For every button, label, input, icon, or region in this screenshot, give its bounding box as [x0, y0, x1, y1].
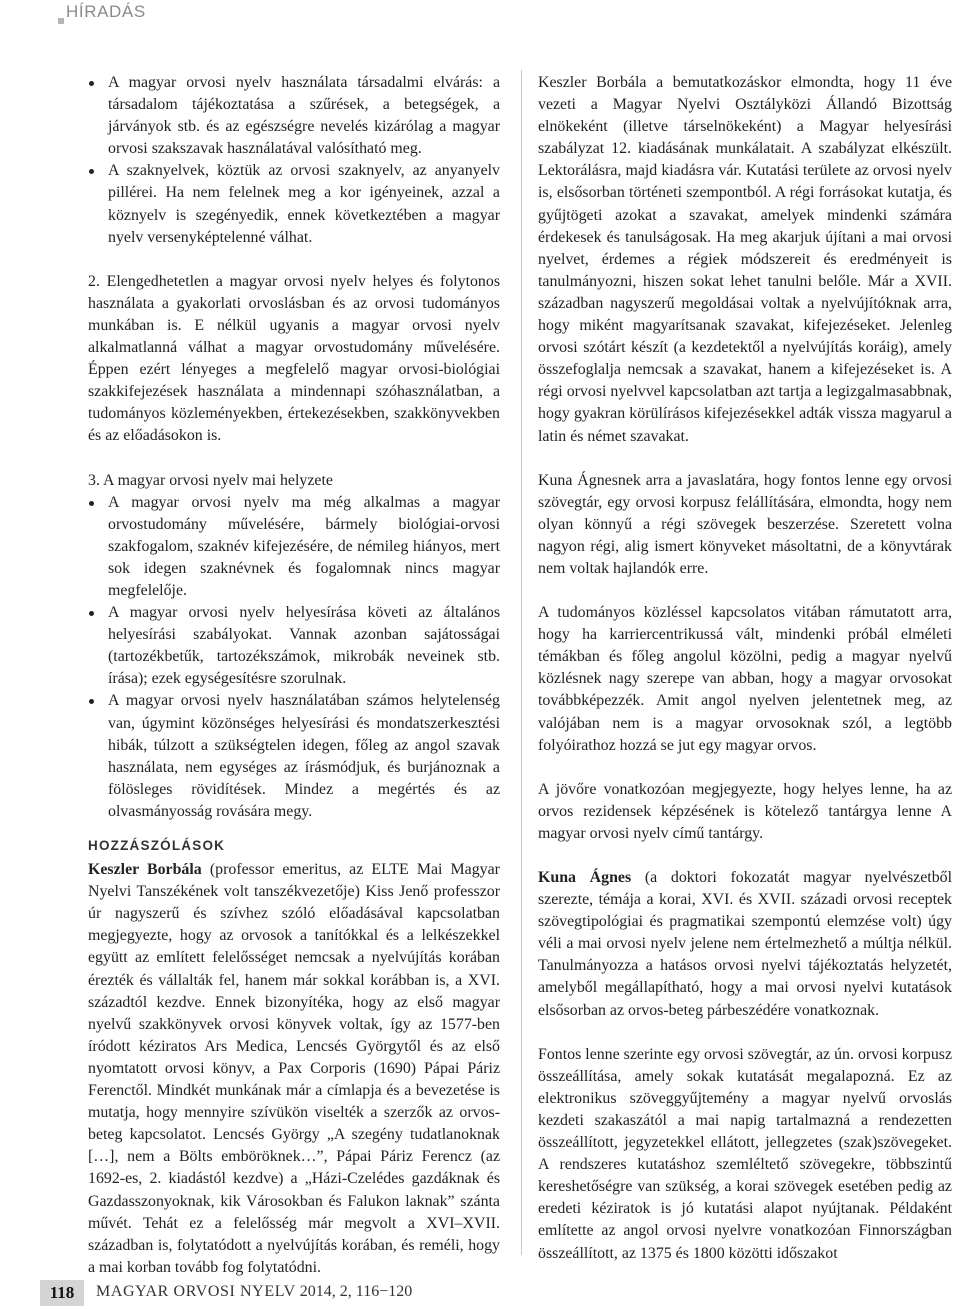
column-divider [521, 70, 522, 1255]
paragraph-2: 2. Elengedhetetlen a magyar orvosi nyelv helyes és folytonos használata a gyakorlati orvoslásban és az orvosi tudományos munkában is. E nélkül ugyanis a magyar orvosi nyelv alkalmatlanná válhat a magyar orvostudomány művelésére. Éppen ezért lényeges a megfelelő magyar orvosi-biológiai szakkifejezések használata a mindennapi szóhasználatban, a tudományos közleményekben, értekezésekben, szakkönyvekben és az előadásokon is. [88, 272, 500, 445]
commenter-name: Keszler Borbála [88, 861, 202, 879]
section-3-title: 3. A magyar orvosi nyelv mai helyzete [88, 471, 333, 489]
commenter-name: Kuna Ágnes [538, 869, 632, 886]
paragraph: Keszler Borbála a bemutatkozáskor elmondta, hogy 11 éve vezeti a Magyar Nyelvi Osztályközi Állandó Bizottság elnökeként (illetve társelnökeként) a Magyar helyesírási szabályzat 12. kiadásának munkálatait. A szabályzat elkészült. Lektorálásra, majd kiadásra vár. Kutatási területe az orvosi nyelv is, elsősorban történeti szempontból. A régi forrásokat kutatja, és gyűjtögeti azokat a szavakat, amelyek mindenki számára érdekesek és tanulságosak. Ha meg akarjuk újítani a mai orvosi nyelvet, érdemes a régiek módszereit és eredményeit is tanulmányozni, hiszen sokat lehet tanulni belőle. Már a XVII. században nagyszerű megoldásai voltak a nyelvújítóknak arra, hogy miként magyarítsanak szavakat, kifejezéseket. Jelenleg orvosi szótárt készít (a kezdetektől a nyelvújítás koráig), amely összefoglalja nemcsak a szavakat, hanem a kifejezéseket is. A régi orvosi nyelvvel kapcsolatban azt tartja a legizgalmasabbnak, hogy gyakran körülírásos kifejezésekkel adták vissza magyarul a latin és német szavakat. [538, 74, 952, 445]
right-column [538, 72, 952, 1265]
comments-heading: HOZZÁSZÓLÁSOK [88, 838, 226, 853]
journal-citation [96, 1283, 412, 1301]
list-item: A magyar orvosi nyelv használatában számos helytelenség van, úgymint közönséges helyesírási és mondatszerkesztési hibák, túlzott a szükségtelen idegen, főleg az angol szavak használata, nem egységes az írásmódjuk, és burjánoznak a fölösleges rövidítések. Mindez a megértés és az olvasmányosság rovására megy. [88, 690, 500, 823]
paragraph: Fontos lenne szerinte egy orvosi szövegtár, az ún. orvosi korpusz összeállítása, amely sokak kutatását megalapozná. Ez az elektronikus szöveggyűjtemény a magyar nyelvű orvoslás kezdeti szakaszától a mai napig tartalmazná a rendezetten összeállított, jegyzetekkel ellátott, jellegzetes (szak)szövegeket. A rendszeres kutatáshoz szemléltető szövegekre, többszintű kereshetőségre van szükség, a korai szövegek esetében pedig az eredeti kéziratok is jó kutatási alapot nyújtanak. Példaként említette az angol orvosi nyelvre vonatkozóan Finnországban összeállított, az 1375 és 1800 közötti időszakot [538, 1045, 952, 1262]
page-footer [0, 1280, 413, 1306]
list-item: A magyar orvosi nyelv helyesírása követi az általános helyesírási szabályokat. Vannak azonban sajátosságai (tartozékbetűk, tartozékszámok, mikrobák neveinek stb. írása); ezek egységesítésre szorulnak. [88, 602, 500, 690]
list-item: A magyar orvosi nyelv ma még alkalmas a magyar orvostudomány művelésére, bármely biológiai-orvosi szakfogalom, szaknév kifejezésére, de némileg hiányos, mert sok idegen szaknévnek és fogalomnak nincs magyar megfelelője. [88, 492, 500, 602]
comment-text: (professor emeritus, az ELTE Mai Magyar Nyelvi Tanszékének volt tanszékvezetője) Kiss Jenő professzor úr nagyszerű és szívhez szóló előadásával kapcsolatban megjegyezte, hogy az orvosok a tanítókkal és a lelkészekkel együtt az említett felelősséget nemcsak a nyelvújítás korában érezték és vállalták fel, hanem már sokkal korábban is, a XVI. századtól kezdve. Ennek bizonyítéka, hogy az első magyar nyelvű szakkönyvek orvosi könyvek voltak, így az 1577-ben íródott kéziratos Ars Medica, Lencsés Györgytől és az első nyomtatott orvosi könyv, a Pax Corporis (1690) Pápai Páriz Ferenctől. Mindkét munkának már a címlapja és a bevezetése is mutatja, hogy mennyire szívükön viselték a szerzők az orvos-beteg kapcsolatot. Lencsés György „A szegény tudatlanoknak […], nem a Bölts emböröknek…”, Pápai Páriz Ferencz (az 1692-es, 2. kiadástól kezdve) a „Házi-Czelédes gazdáknak és Gazdasszonyoknak, kik Városokban és Falukon laknak” szánta művét. Tehát ez a felelősség már megvolt a XVI–XVII. században is, folytatódott a nyelvújítás korában, és reméli, hogy a mai korban tovább fog folytatódni. [88, 861, 500, 1276]
comment-kuna [538, 867, 952, 1022]
journal-issue: 2014, 2, 116−120 [299, 1283, 413, 1300]
comment-text: (a doktori fokozatát magyar nyelvészetből szerezte, témája a korai, XVI. és XVII. századi orvosi receptek szövegtipológiai és pragmatikai szempontú elemzése volt) úgy véli a mai orvosi nyelv jelene nem értelmezhető a múltja nélkül. Tanulmányozza a hatásos orvosi nyelvi tájékoztatás helyzetét, amelyből megállapítható, hogy a mai orvosi nyelvi kutatások elsősorban az orvos-beteg párbeszédére vonatkoznak. [538, 869, 952, 1019]
bullet-list-1 [88, 72, 500, 249]
paragraph: Kuna Ágnesnek arra a javaslatára, hogy fontos lenne egy orvosi szövegtár, egy orvosi korpusz felállítására, elmondta, hogy nem olyan könnyű a régi szövegek beszerzése. Szeretett volna nagyon régi, alig ismert könyveket másoltatni, de a könyvtárak nem voltak hajlandók erre. [538, 471, 952, 577]
comment-keszler [88, 859, 500, 1279]
bullet-list-2 [88, 492, 500, 823]
left-column [88, 72, 500, 1279]
list-item: A szaknyelvek, köztük az orvosi szaknyelv, az anyanyelv pillérei. Ha nem felelnek meg a kor igényeinek, azzal a köznyelv is szegényedik, ennek következtében a magyar nyelv versenyképtelenné válhat. [88, 160, 500, 248]
journal-name: MAGYAR ORVOSI NYELV [96, 1283, 296, 1300]
section-label: HÍRADÁS [66, 2, 146, 21]
list-item: A magyar orvosi nyelv használata társadalmi elvárás: a társadalom tájékoztatása a szűrések, a betegségek, a járványok stb. és az egészségre nevelés kizárólag a magyar orvosi szakszavak használatával valósítható meg. [88, 72, 500, 160]
paragraph: A tudományos közléssel kapcsolatos vitában rámutatott arra, hogy ha karriercentrikussá vált, mindenki próbál elméleti témákban és főleg angolul közölni, pedig a magyar nyelvű közlésnek nagy szerepe van abban, hogy a magyar orvosokat továbbképezzék. Amit angol nyelven jelentetnek meg, az valójában nem is a magyar orvosoknak szól, a legtöbb folyóirathoz hozzá se jut egy magyar orvos. [538, 604, 952, 754]
page-number: 118 [40, 1280, 84, 1306]
section-marker [58, 18, 64, 24]
paragraph: A jövőre vonatkozóan megjegyezte, hogy helyes lenne, ha az orvos rezidensek képzésének is kötelező tantárgya lenne A magyar orvosi nyelv című tantárgy. [538, 780, 952, 842]
